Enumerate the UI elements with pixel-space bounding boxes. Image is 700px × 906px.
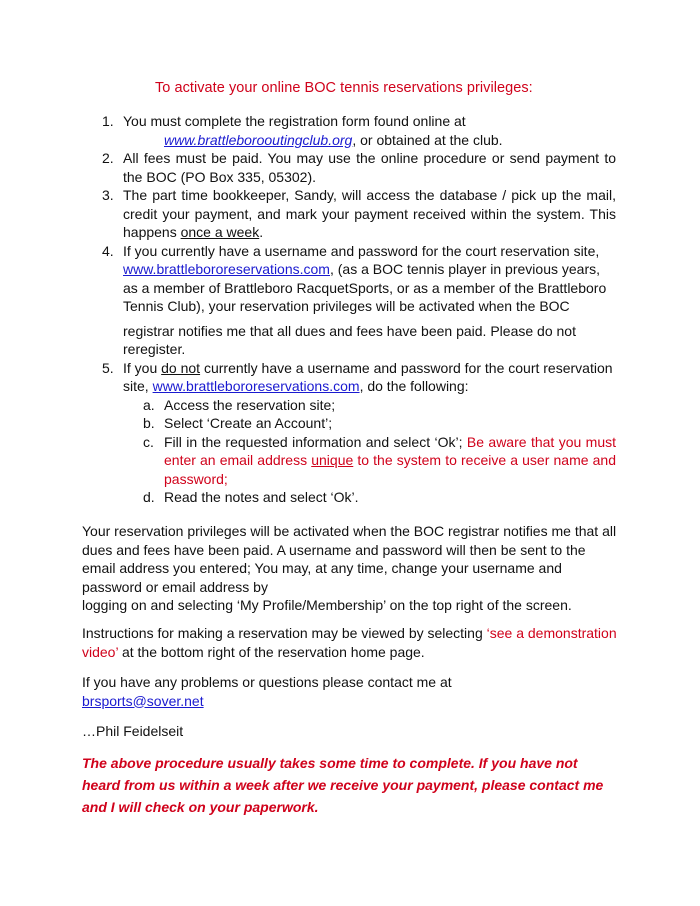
step-text: If you <box>123 359 162 376</box>
substep-c <box>143 433 616 489</box>
step-text: The part time bookkeeper, Sandy, will access the database / pick up the mail, credit your payment, and mark your payment received within the system. This happens <box>123 187 616 240</box>
substeps-list <box>143 396 616 507</box>
underlined-text: once a week <box>180 224 260 240</box>
step-number: 3. <box>102 187 114 203</box>
substep-d <box>143 488 616 507</box>
step-1 <box>102 112 616 149</box>
underlined-text: unique <box>311 452 354 468</box>
paragraph-text: Your reservation privileges will be activated when the BOC registrar notifies me that all dues and fees have been paid. A username and password will then be sent to the email address you entered; You may, at any time, change your username and password or email address by <box>82 523 617 595</box>
step-number: 4. <box>102 242 114 259</box>
instructions-paragraph <box>82 624 617 661</box>
paragraph-text: Instructions for making a reservation may be viewed by selecting <box>82 625 487 641</box>
substep-text: Fill in the requested information and select ‘Ok’; <box>164 433 467 450</box>
substep-text: Select ‘Create an Account’; <box>164 415 333 431</box>
step-text: , (as a BOC tennis player in previous years, as a member of Brattleboro RacquetSports, or as a member of the Brattleboro Tennis Club), your reservation privileges will be activated when the BOC <box>123 261 607 314</box>
reservations-site-link[interactable]: www.brattlebororeservations.com <box>123 261 330 277</box>
substep-letter: d. <box>143 489 155 505</box>
step-2 <box>102 149 616 186</box>
paragraph-text: If you have any problems or questions please contact me at <box>82 674 452 690</box>
substep-letter: c. <box>143 433 154 450</box>
step-1-link-line <box>123 131 616 150</box>
step-5 <box>102 359 616 507</box>
signature: …Phil Feidelseit <box>82 723 184 739</box>
step-text: If you currently have a username and password for the court reservation site, <box>123 242 600 259</box>
contact-paragraph <box>82 673 617 710</box>
activation-paragraph <box>82 522 617 615</box>
steps-list <box>102 112 616 507</box>
document-title: To activate your online BOC tennis reservations privileges: <box>155 80 533 96</box>
reservations-site-link[interactable]: www.brattlebororeservations.com <box>152 378 360 394</box>
step-3 <box>102 186 616 242</box>
substep-letter: b. <box>143 415 155 431</box>
substep-text: Access the reservation site; <box>164 396 336 413</box>
step-text: registrar notifies me that all dues and fees have been paid. Please do not reregister. <box>123 322 576 357</box>
step-text: You must complete the registration form found online at <box>123 113 466 129</box>
step-text: , do the following: <box>359 378 469 394</box>
contact-email-link[interactable]: brsports@sover.net <box>82 692 204 709</box>
step-text: . <box>259 224 264 240</box>
step-number: 2. <box>102 150 114 166</box>
demonstration-video-reference: ‘see a demonstration video’ <box>82 625 617 660</box>
step-text: currently have a username and password for the court reservation site, <box>123 359 613 394</box>
paragraph-text: logging on and selecting ‘My Profile/Membership’ on the top right of the screen. <box>82 597 572 613</box>
step-text: All fees must be paid. You may use the online procedure or send payment to the BOC (PO Box 335, 05302). <box>123 150 616 185</box>
closing-notice: The above procedure usually takes some time to complete. If you have not heard from us within a week after we receive your payment, please contact me and I will check on your paperwork. <box>82 755 604 815</box>
paragraph-text: at the bottom right of the reservation home page. <box>118 643 425 660</box>
substep-a <box>143 396 616 415</box>
email-warning: to the system to receive a user name and password; <box>164 452 616 487</box>
underlined-text: do not <box>161 359 201 376</box>
substep-b <box>143 414 616 433</box>
step-4 <box>102 242 616 359</box>
email-warning: Be aware that you must enter an email address <box>164 433 617 468</box>
step-number: 1. <box>102 113 114 129</box>
club-website-link[interactable]: www.brattleborooutingclub.org <box>164 131 353 148</box>
substep-letter: a. <box>143 396 155 413</box>
step-number: 5. <box>102 359 114 376</box>
step-text: , or obtained at the club. <box>352 131 503 148</box>
substep-text: Read the notes and select ‘Ok’. <box>164 489 359 505</box>
